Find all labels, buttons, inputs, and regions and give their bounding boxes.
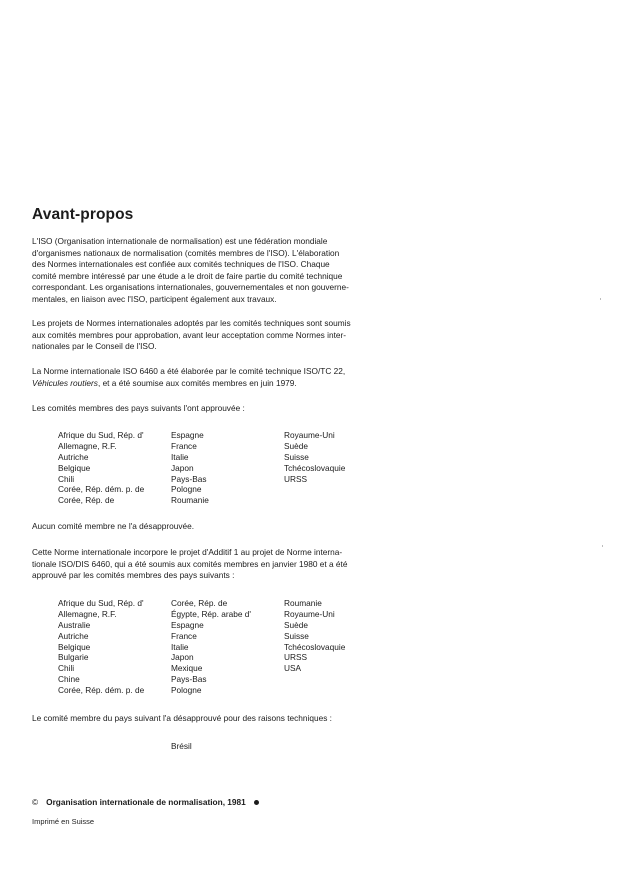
text-line: aux comités membres pour approbation, avant leur acceptation comme Normes inter- [32, 329, 347, 340]
country-name: Autriche [58, 451, 89, 462]
no-disapproval-note: Aucun comité membre ne l'a désapprouvée. [32, 521, 195, 531]
foreword-paragraph-iso [32, 236, 382, 306]
approved-intro: Les comités membres des pays suivants l'ont approuvée : [32, 403, 245, 413]
country-name: Royaume-Uni [284, 608, 335, 619]
disapproval-intro: Le comité membre du pays suivant l'a désapprouvé pour des raisons techniques : [32, 713, 332, 723]
country-name: Pologne [171, 484, 202, 495]
country-name: Corée, Rép. de [171, 598, 228, 608]
country-name: Corée, Rép. de [58, 495, 115, 506]
country-name: Tchécoslovaquie [284, 462, 346, 473]
text-line: La Norme internationale ISO 6460 a été élaborée par le comité technique ISO/TC 22, [32, 366, 346, 376]
country-column-3 [284, 598, 345, 674]
text-line: nationales par le Conseil de l'ISO. [32, 341, 157, 352]
country-column-1 [58, 430, 144, 506]
country-name: URSS [284, 652, 308, 663]
text-line: d'organismes nationaux de normalisation (comités membres de l'ISO). L'élaboration [32, 247, 340, 258]
country-name: Roumanie [171, 495, 209, 506]
text-line: des Normes internationales est confiée aux comités techniques de l'ISO. Chaque [32, 259, 330, 270]
text-line [32, 378, 382, 390]
foreword-paragraph-drafts [32, 318, 382, 353]
country-name: Belgique [58, 641, 91, 652]
country-name: Corée, Rép. dém. p. de [58, 484, 145, 495]
copyright-icon: © [32, 797, 39, 807]
addendum-paragraph [32, 547, 382, 582]
country-name: Pays-Bas [171, 674, 207, 685]
text-line: approuvé par les comités membres des pays suivants : [32, 570, 235, 581]
page-title: Avant-propos [32, 206, 134, 223]
country-name: USA [284, 663, 302, 674]
country-name: France [171, 440, 197, 451]
bullet-icon [254, 800, 259, 805]
country-name: Afrique du Sud, Rép. d' [58, 598, 144, 608]
text-line: Les projets de Normes internationales adoptés par les comités techniques sont soumis [32, 318, 351, 328]
country-name: Corée, Rép. dém. p. de [58, 685, 145, 696]
country-name: Mexique [171, 663, 203, 674]
country-name: Égypte, Rép. arabe d' [171, 608, 251, 619]
text-line: tionale ISO/DIS 6460, qui a été soumis aux comités membres en janvier 1980 et a été [32, 558, 348, 569]
country-name: France [171, 630, 197, 641]
country-name: Autriche [58, 630, 89, 641]
country-name: Pays-Bas [171, 473, 207, 484]
foreword-paragraph-standard [32, 366, 382, 389]
text-line: Cette Norme internationale incorpore le projet d'Additif 1 au projet de Norme interna- [32, 547, 343, 557]
country-name: Tchécoslovaquie [284, 641, 346, 652]
country-name: Japon [171, 462, 194, 473]
text-line: mentales, en liaison avec l'ISO, participent également aux travaux. [32, 293, 277, 304]
country-name: Italie [171, 641, 189, 652]
printed-in: Imprimé en Suisse [32, 817, 95, 826]
country-name: Suisse [284, 451, 309, 462]
country-name: Espagne [171, 430, 204, 440]
scan-speck [602, 545, 603, 547]
text-line: comité membre intéressé par une étude a le droit de faire partie du comité technique [32, 270, 343, 281]
country-name: Pologne [171, 685, 202, 696]
country-name: Japon [171, 652, 194, 663]
copyright-text: Organisation internationale de normalisation, 1981 [46, 797, 246, 807]
country-name: Espagne [171, 619, 204, 630]
country-name: Roumanie [284, 598, 322, 608]
country-name: Allemagne, R.F. [58, 608, 117, 619]
scan-speck [600, 298, 601, 300]
country-name: Australie [58, 619, 91, 630]
country-name: Chili [58, 663, 75, 674]
country-name: Allemagne, R.F. [58, 440, 117, 451]
disapproving-country: Brésil [171, 741, 192, 751]
country-column-2 [171, 430, 209, 506]
country-name: Bulgarie [58, 652, 89, 663]
country-name: Italie [171, 451, 189, 462]
country-name: Chine [58, 674, 80, 685]
country-name: Royaume-Uni [284, 430, 335, 440]
country-name: Suède [284, 440, 308, 451]
country-column-1 [58, 598, 144, 696]
text-line: correspondant. Les organisations internationales, gouvernementales et non gouverne- [32, 282, 349, 293]
country-name: URSS [284, 473, 308, 484]
country-name: Suède [284, 619, 308, 630]
country-column-2 [171, 598, 251, 696]
country-column-3 [284, 430, 345, 484]
committee-title: Véhicules routiers [32, 377, 98, 388]
country-name: Chili [58, 473, 75, 484]
country-name: Belgique [58, 462, 91, 473]
country-name: Suisse [284, 630, 309, 641]
text-line: L'ISO (Organisation internationale de normalisation) est une fédération mondiale [32, 236, 328, 246]
country-name: Afrique du Sud, Rép. d' [58, 430, 144, 440]
copyright-line [32, 797, 259, 807]
text-fragment: , et a été soumise aux comités membres en juin 1979. [97, 377, 297, 388]
